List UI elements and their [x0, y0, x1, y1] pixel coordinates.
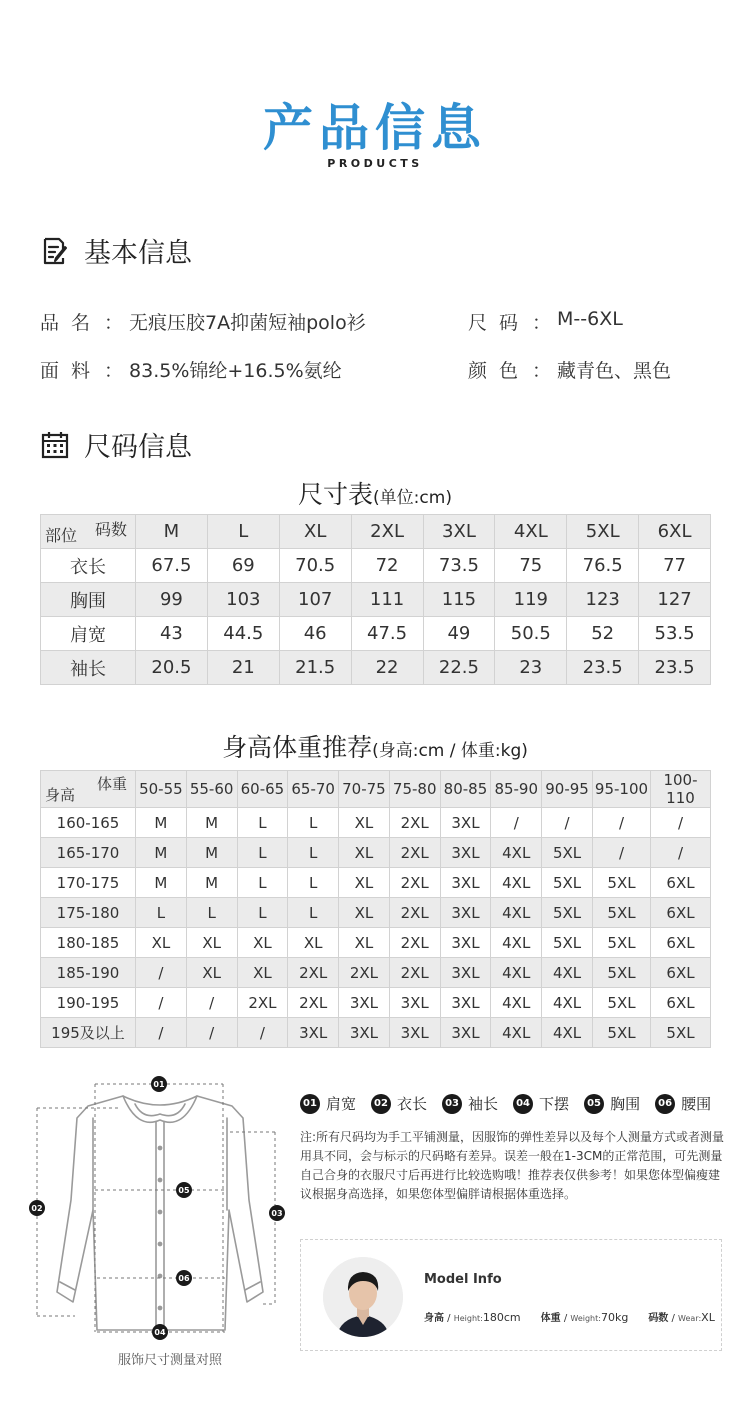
svg-text:05: 05 — [178, 1186, 190, 1195]
recommend-table-cell: 5XL — [593, 898, 651, 928]
fabric-value: 83.5%锦纶+16.5%氨纶 — [129, 360, 342, 382]
recommend-table-cell: / — [136, 1018, 187, 1048]
recommend-table-cell: M — [136, 868, 187, 898]
size-table-column-header: 6XL — [639, 515, 711, 549]
size-table-cell: 23.5 — [567, 651, 639, 685]
recommend-table-column-header: 85-90 — [491, 771, 542, 808]
size-table-corner-cell: 码数 部位 — [41, 515, 136, 549]
legend-item-hem: 04 下摆 — [513, 1093, 569, 1114]
recommend-table-cell: 4XL — [491, 958, 542, 988]
recommend-table-row — [41, 808, 711, 838]
size-table-cell: 72 — [351, 549, 423, 583]
recommend-table-row-label: 190-195 — [41, 988, 136, 1018]
recommend-table-cell: 3XL — [440, 1018, 491, 1048]
recommend-table-cell: XL — [339, 808, 390, 838]
recommend-table-cell: 6XL — [651, 958, 711, 988]
recommend-table-corner-cell: 体重 身高 — [41, 771, 136, 808]
recommend-table-column-header: 90-95 — [542, 771, 593, 808]
recommend-table-cell: / — [237, 1018, 288, 1048]
recommend-table-cell: 6XL — [651, 988, 711, 1018]
model-avatar — [323, 1257, 403, 1337]
recommend-table-cell: 5XL — [593, 928, 651, 958]
recommend-table-cell: L — [288, 808, 339, 838]
model-weight: 体重 / Weight:70kg — [540, 1311, 629, 1324]
basic-info-heading — [40, 231, 192, 270]
diagram-caption: 服饰尺寸测量对照 — [117, 1353, 222, 1368]
recommend-table-row — [41, 988, 711, 1018]
size-table-row-label: 袖长 — [41, 651, 136, 685]
recommend-table-row-label: 165-170 — [41, 838, 136, 868]
product-name-row: 品名 ： 无痕压胶7A抑菌短袖polo衫 — [40, 308, 366, 335]
recommend-table-cell: L — [237, 868, 288, 898]
size-table-cell: 22.5 — [423, 651, 495, 685]
size-range-row: 尺码 ： M--6XL — [468, 308, 623, 334]
recommend-table-cell: 5XL — [593, 958, 651, 988]
recommend-table-row-label: 170-175 — [41, 868, 136, 898]
recommend-table-cell: 3XL — [440, 808, 491, 838]
recommend-table-cell: 3XL — [440, 868, 491, 898]
measurement-legend — [300, 1093, 711, 1114]
recommend-table-cell: 6XL — [651, 898, 711, 928]
recommend-table-cell: / — [186, 1018, 237, 1048]
size-table-cell: 70.5 — [279, 549, 351, 583]
recommend-table-cell: 5XL — [542, 898, 593, 928]
recommend-table-cell: 5XL — [542, 928, 593, 958]
recommend-table-cell: 2XL — [389, 868, 440, 898]
size-range-value: M--6XL — [557, 308, 623, 330]
recommend-table-cell: 4XL — [542, 988, 593, 1018]
recommend-table-cell: 5XL — [593, 988, 651, 1018]
page-subtitle: PRODUCTS — [327, 157, 423, 170]
size-table-cell: 23 — [495, 651, 567, 685]
product-name-value: 无痕压胶7A抑菌短袖polo衫 — [129, 312, 366, 334]
size-table-cell: 52 — [567, 617, 639, 651]
recommend-table-column-header: 50-55 — [136, 771, 187, 808]
size-table-cell: 107 — [279, 583, 351, 617]
legend-item-waist: 06 腰围 — [655, 1093, 711, 1114]
recommend-table-row-label: 180-185 — [41, 928, 136, 958]
legend-item-chest: 05 胸围 — [584, 1093, 640, 1114]
recommend-table-column-header: 75-80 — [389, 771, 440, 808]
basic-info-title: 基本信息 — [84, 238, 192, 269]
model-info-card — [300, 1239, 722, 1351]
recommend-table-row — [41, 958, 711, 988]
recommend-table-cell: 2XL — [389, 838, 440, 868]
recommend-table-cell: L — [237, 838, 288, 868]
recommend-table-row — [41, 898, 711, 928]
recommend-table-cell: 4XL — [491, 928, 542, 958]
svg-text:04: 04 — [154, 1328, 166, 1337]
svg-text:01: 01 — [153, 1080, 165, 1089]
recommend-table-cell: 3XL — [440, 988, 491, 1018]
model-wear-size: 码数 / Wear:XL — [648, 1311, 715, 1324]
recommend-table-cell: / — [651, 808, 711, 838]
recommend-table-cell: 3XL — [440, 838, 491, 868]
recommend-table-cell: L — [288, 838, 339, 868]
size-table-cell: 43 — [136, 617, 208, 651]
size-table-row-label: 肩宽 — [41, 617, 136, 651]
recommend-table-cell: 3XL — [440, 928, 491, 958]
size-table-cell: 44.5 — [207, 617, 279, 651]
size-table-cell: 123 — [567, 583, 639, 617]
size-info-heading — [40, 425, 192, 464]
recommend-table-column-header: 60-65 — [237, 771, 288, 808]
legend-item-length: 02 衣长 — [371, 1093, 427, 1114]
recommend-table-cell: L — [237, 898, 288, 928]
recommend-table-cell: 4XL — [491, 868, 542, 898]
recommend-table-cell: 5XL — [593, 1018, 651, 1048]
size-table-cell: 23.5 — [639, 651, 711, 685]
recommend-table-row-label: 185-190 — [41, 958, 136, 988]
recommend-table-cell: 4XL — [491, 988, 542, 1018]
svg-text:06: 06 — [178, 1274, 190, 1283]
marker-03 — [269, 1205, 285, 1221]
recommend-table-cell: 4XL — [491, 838, 542, 868]
legend-item-sleeve: 03 袖长 — [442, 1093, 498, 1114]
fabric-row: 面料 ： 83.5%锦纶+16.5%氨纶 — [40, 356, 342, 383]
recommend-table-cell: 5XL — [542, 868, 593, 898]
recommend-table-cell: 6XL — [651, 868, 711, 898]
size-table-row-label: 衣长 — [41, 549, 136, 583]
size-table-column-header: 5XL — [567, 515, 639, 549]
recommend-table-cell: 3XL — [440, 958, 491, 988]
size-table-cell: 115 — [423, 583, 495, 617]
recommend-table-cell: 2XL — [339, 958, 390, 988]
recommend-table-cell: L — [288, 868, 339, 898]
recommend-table-cell: 4XL — [491, 1018, 542, 1048]
recommend-table-cell: / — [593, 808, 651, 838]
recommend-table-cell: 2XL — [389, 928, 440, 958]
recommend-table-cell: 4XL — [542, 958, 593, 988]
size-table-cell: 67.5 — [136, 549, 208, 583]
size-table-cell: 69 — [207, 549, 279, 583]
marker-05 — [176, 1182, 192, 1198]
recommend-table-cell: M — [186, 808, 237, 838]
recommend-table-header-row — [41, 771, 711, 808]
recommend-table-cell: L — [288, 898, 339, 928]
size-table-column-header: 4XL — [495, 515, 567, 549]
size-table-cell: 47.5 — [351, 617, 423, 651]
recommend-table-cell: XL — [136, 928, 187, 958]
recommend-table-cell: 3XL — [389, 1018, 440, 1048]
recommend-table-cell: XL — [288, 928, 339, 958]
model-stats — [424, 1309, 715, 1324]
size-table-column-header: 2XL — [351, 515, 423, 549]
size-info-title: 尺码信息 — [84, 432, 192, 463]
size-table-column-header: L — [207, 515, 279, 549]
size-table-title: 尺寸表(单位:cm) — [298, 480, 452, 509]
recommend-table-cell: / — [651, 838, 711, 868]
fabric-label: 面料 — [40, 360, 103, 382]
recommend-table-cell: XL — [186, 928, 237, 958]
size-table-column-header: XL — [279, 515, 351, 549]
recommend-table-cell: XL — [237, 928, 288, 958]
recommend-table-cell: 4XL — [491, 898, 542, 928]
size-table-cell: 127 — [639, 583, 711, 617]
size-table-row — [41, 583, 711, 617]
recommend-table-cell: M — [136, 808, 187, 838]
recommend-table-row-label: 160-165 — [41, 808, 136, 838]
color-label: 颜色 — [468, 360, 531, 382]
size-table-cell: 99 — [136, 583, 208, 617]
recommend-table-row — [41, 838, 711, 868]
size-table-column-header: 3XL — [423, 515, 495, 549]
size-table-row-label: 胸围 — [41, 583, 136, 617]
recommend-table-column-header: 55-60 — [186, 771, 237, 808]
size-table-cell: 77 — [639, 549, 711, 583]
recommend-table-title: 身高体重推荐(身高:cm / 体重:kg) — [222, 733, 528, 762]
size-table-cell: 103 — [207, 583, 279, 617]
size-table-cell: 21.5 — [279, 651, 351, 685]
recommend-table-cell: XL — [237, 958, 288, 988]
size-table-cell: 20.5 — [136, 651, 208, 685]
size-table-cell: 73.5 — [423, 549, 495, 583]
recommend-table-cell: 3XL — [339, 1018, 390, 1048]
edit-document-icon — [40, 236, 70, 266]
recommend-table-column-header: 70-75 — [339, 771, 390, 808]
recommend-table-row — [41, 868, 711, 898]
recommend-table-cell: 2XL — [389, 958, 440, 988]
recommend-table-cell: L — [186, 898, 237, 928]
recommend-table-cell: / — [136, 958, 187, 988]
size-table-header-row — [41, 515, 711, 549]
recommend-table-cell: / — [542, 808, 593, 838]
color-row: 颜色 ： 藏青色、黑色 — [468, 356, 671, 383]
size-range-label: 尺码 — [468, 312, 531, 334]
size-table-cell: 49 — [423, 617, 495, 651]
recommend-table-cell: 2XL — [288, 988, 339, 1018]
svg-text:02: 02 — [31, 1204, 43, 1213]
svg-text:03: 03 — [271, 1209, 283, 1218]
recommend-table-cell: 2XL — [237, 988, 288, 1018]
size-table-row — [41, 651, 711, 685]
recommend-table-row — [41, 1018, 711, 1048]
recommend-table-cell: 3XL — [440, 898, 491, 928]
recommend-table-column-header: 65-70 — [288, 771, 339, 808]
color-value: 藏青色、黑色 — [557, 360, 672, 382]
size-table-cell: 111 — [351, 583, 423, 617]
recommend-table-cell: 6XL — [651, 928, 711, 958]
recommend-table-cell: 5XL — [651, 1018, 711, 1048]
calendar-grid-icon — [40, 430, 70, 460]
recommend-table-cell: XL — [339, 838, 390, 868]
recommend-table-cell: 5XL — [542, 838, 593, 868]
size-table-cell: 75 — [495, 549, 567, 583]
recommend-table-unit: (身高:cm / 体重:kg) — [372, 741, 528, 761]
recommend-table-cell: XL — [339, 928, 390, 958]
product-name-label: 品名 — [40, 312, 103, 334]
size-table-row — [41, 549, 711, 583]
recommend-table-cell: M — [186, 868, 237, 898]
recommend-table-cell: 2XL — [288, 958, 339, 988]
recommend-table-cell: 4XL — [542, 1018, 593, 1048]
size-table-cell: 46 — [279, 617, 351, 651]
recommend-table-cell: 2XL — [389, 898, 440, 928]
recommend-table-cell: 5XL — [593, 868, 651, 898]
size-table-cell: 22 — [351, 651, 423, 685]
marker-01 — [151, 1076, 167, 1092]
garment-diagram — [25, 1070, 295, 1345]
recommend-table-column-header: 100-110 — [651, 771, 711, 808]
recommend-table-cell: M — [186, 838, 237, 868]
legend-item-shoulder: 01 肩宽 — [300, 1093, 356, 1114]
recommend-table-cell: M — [136, 838, 187, 868]
recommend-table-column-header: 95-100 — [593, 771, 651, 808]
size-table — [40, 514, 711, 685]
size-table-column-header: M — [136, 515, 208, 549]
recommend-table-cell: / — [136, 988, 187, 1018]
measurement-note: 注:所有尺码均为手工平铺测量，因服饰的弹性差异以及每个人测量方式或者测量用具不同，会与标示的尺码略有差异。误差一般在1-3CM的正常范围，可先测量自己合身的衣服尺寸后再进行比较选购哦！推荐表仅供参考！如果您体型偏瘦建议根据身高选择，如果您体型偏胖请根据体重选择。 — [300, 1130, 725, 1201]
recommend-table-cell: 3XL — [389, 988, 440, 1018]
recommend-table-row-label: 175-180 — [41, 898, 136, 928]
recommend-table-cell: / — [593, 838, 651, 868]
marker-02 — [29, 1200, 45, 1216]
recommend-table-cell: 3XL — [339, 988, 390, 1018]
recommend-table-cell: 3XL — [288, 1018, 339, 1048]
size-table-cell: 53.5 — [639, 617, 711, 651]
recommend-table-row-label: 195及以上 — [41, 1018, 136, 1048]
recommend-table-cell: / — [491, 808, 542, 838]
recommend-table-cell: 2XL — [389, 808, 440, 838]
recommend-table-cell: L — [237, 808, 288, 838]
size-table-unit: (单位:cm) — [373, 488, 452, 508]
recommend-table-column-header: 80-85 — [440, 771, 491, 808]
size-table-cell: 50.5 — [495, 617, 567, 651]
size-table-cell: 76.5 — [567, 549, 639, 583]
size-table-row — [41, 617, 711, 651]
marker-06 — [176, 1270, 192, 1286]
model-info-title: Model Info — [424, 1272, 502, 1287]
page-title: 产品信息 — [263, 99, 487, 157]
recommend-table-cell: XL — [186, 958, 237, 988]
recommend-table-cell: XL — [339, 868, 390, 898]
size-table-cell: 119 — [495, 583, 567, 617]
marker-04 — [152, 1324, 168, 1340]
recommend-table-cell: / — [186, 988, 237, 1018]
recommend-table-cell: XL — [339, 898, 390, 928]
recommend-table-row — [41, 928, 711, 958]
recommend-table — [40, 770, 711, 1048]
recommend-table-cell: L — [136, 898, 187, 928]
size-table-cell: 21 — [207, 651, 279, 685]
model-height: 身高 / Height:180cm — [424, 1311, 521, 1324]
